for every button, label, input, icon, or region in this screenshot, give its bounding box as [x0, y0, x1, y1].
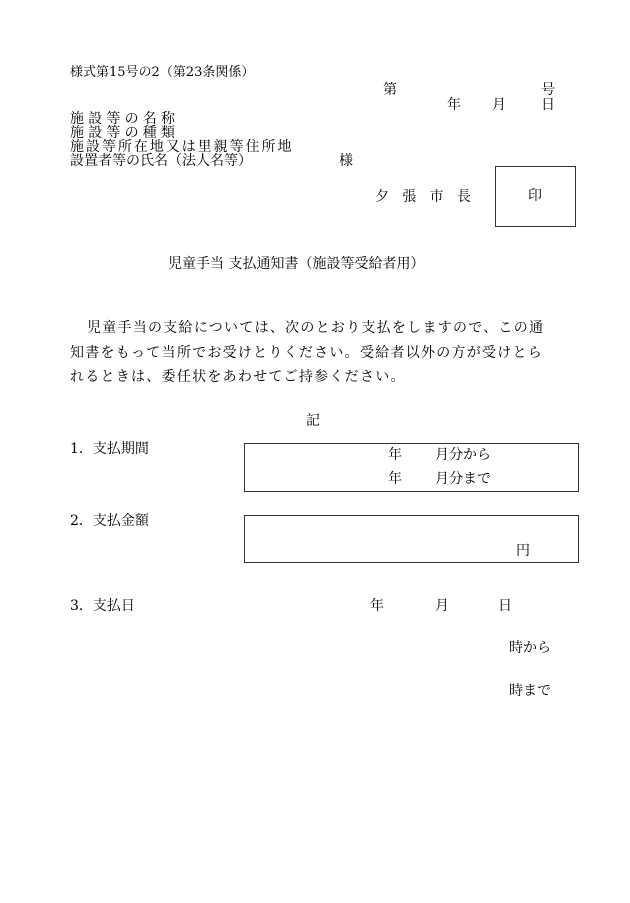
document-title: 児童手当 支払通知書（施設等受給者用） [168, 256, 425, 272]
period-from-month: 月分から [435, 447, 491, 463]
period-from-year: 年 [388, 447, 402, 463]
period-to-year: 年 [388, 471, 402, 487]
founder-name-label: 設置者等の氏名（法人名等） [70, 153, 252, 169]
ki-heading: 記 [306, 413, 320, 429]
payment-amount-box [244, 515, 579, 563]
seal-label: 印 [528, 188, 542, 204]
amount-unit: 円 [516, 543, 530, 559]
seal-box [495, 166, 576, 227]
payment-date-label: 3．支払日 [70, 598, 135, 614]
issuer-title: 夕張市長 [375, 189, 485, 205]
form-number: 様式第15号の2（第23条関係） [70, 65, 255, 80]
payment-period-box [244, 443, 579, 492]
facility-address-label: 施設等所在地又は里親等住所地 [70, 139, 294, 155]
body-line-1: 児童手当の支給については、次のとおり支払をしますので、この通 [87, 320, 545, 336]
period-to-month: 月分まで [435, 471, 491, 487]
document-number-prefix: 第 [383, 82, 397, 98]
facility-name-label: 施設等の名称 [70, 111, 180, 127]
payment-period-label: 1．支払期間 [70, 441, 149, 457]
body-line-2: 知書をもって当所でお受けとりください。受給者以外の方が受けとら [70, 345, 544, 361]
payment-date-day: 日 [498, 598, 512, 614]
date-day: 日 [541, 97, 555, 113]
payment-amount-label: 2．支払金額 [70, 513, 149, 529]
date-year: 年 [447, 97, 461, 113]
payment-date-month: 月 [435, 598, 449, 614]
facility-type-label: 施設等の種類 [70, 125, 180, 141]
payment-date-year: 年 [370, 598, 384, 614]
document-number-suffix: 号 [541, 82, 555, 98]
time-from: 時から [509, 640, 551, 656]
honorific: 様 [339, 153, 353, 169]
body-line-3: れるときは、委任状をあわせてご持参ください。 [70, 369, 406, 385]
date-month: 月 [492, 97, 506, 113]
time-to: 時まで [509, 683, 551, 699]
